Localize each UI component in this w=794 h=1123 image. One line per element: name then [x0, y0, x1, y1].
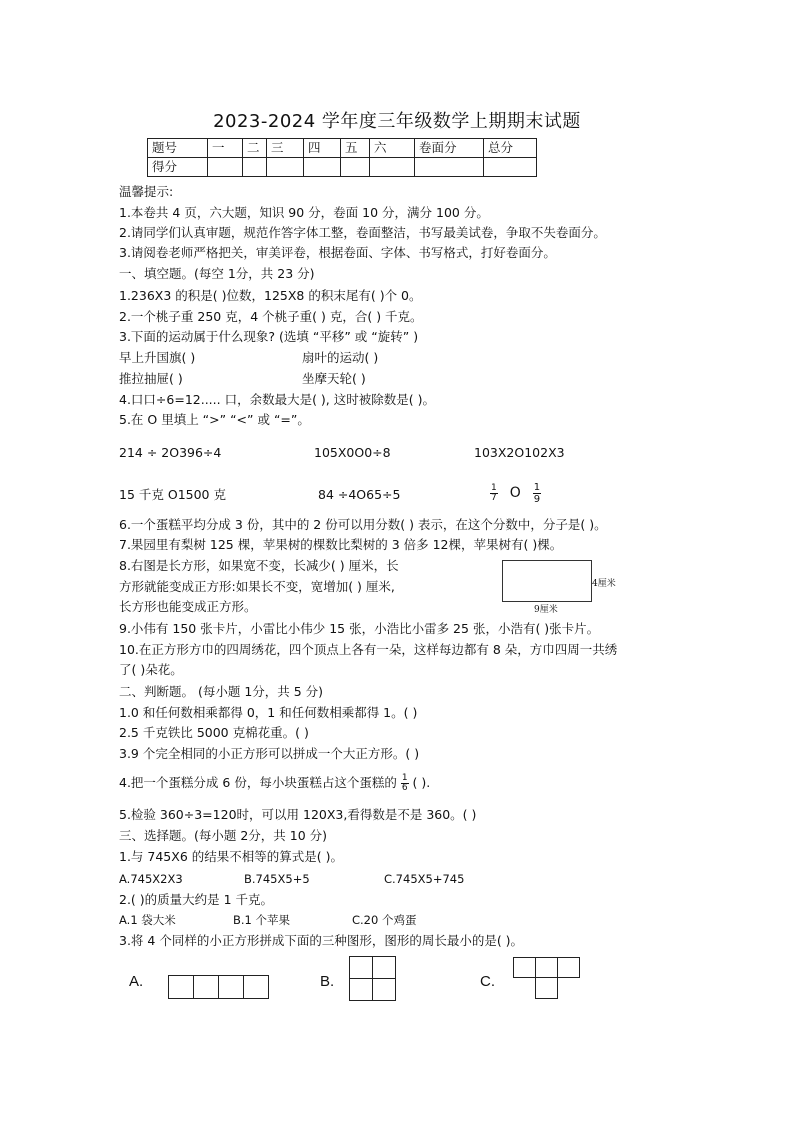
small-square: [557, 957, 580, 978]
score-cell: 六: [370, 139, 415, 158]
rectangle-width-label: 4厘米: [592, 579, 616, 589]
question: 9.小伟有 150 张卡片，小雷比小伟少 15 张，小浩比小雷多 25 张，小浩有( )张卡片。: [119, 621, 600, 636]
compare-item: 105X0O0÷8: [314, 445, 391, 460]
question-part: 推拉抽屉( ): [119, 371, 183, 386]
question: 3.下面的运动属于什么现象? (选填 “平移” 或 “旋转” ): [119, 329, 419, 344]
fraction: $\frac{1}{9}$: [533, 482, 541, 505]
question: 了( )朵花。: [119, 662, 183, 677]
rectangle-length-label: 9厘米: [534, 605, 558, 615]
question: 8.右图是长方形，如果宽不变，长减少( ) 厘米，长: [119, 558, 399, 573]
fraction: $\frac{1}{6}$: [401, 773, 408, 793]
question-text: ( ).: [412, 775, 431, 790]
small-square: [535, 977, 558, 999]
option: B.745X5+5: [244, 872, 310, 886]
small-square: [372, 956, 396, 979]
question-part: 坐摩天轮( ): [302, 371, 366, 386]
question: 7.果园里有梨树 125 棵，苹果树的棵数比梨树的 3 倍多 12棵，苹果树有( )棵。: [119, 537, 563, 552]
score-cell: 一: [208, 139, 243, 158]
compare-circle: O: [509, 485, 521, 501]
question: 3.9 个完全相同的小正方形可以拼成一个大正方形。( ): [119, 746, 420, 761]
compare-item: 84 ÷4O65÷5: [318, 487, 401, 502]
score-cell: 四: [304, 139, 341, 158]
exam-title: 2023-2024 学年度三年级数学上期期末试题: [213, 111, 581, 132]
question: 3.将 4 个同样的小正方形拼成下面的三种图形，图形的周长最小的是( )。: [119, 933, 524, 948]
score-input-cell[interactable]: [415, 158, 484, 177]
section-heading: 二、判断题。 (每小题 1分，共 5 分): [119, 684, 324, 699]
option: C.20 个鸡蛋: [352, 913, 417, 927]
score-cell: 二: [243, 139, 267, 158]
score-cell: 得分: [148, 158, 208, 177]
score-input-cell[interactable]: [267, 158, 304, 177]
small-square: [168, 975, 194, 999]
option-label-c: C.: [480, 973, 495, 990]
question: 1.236X3 的积是( )位数，125X8 的积末尾有( )个 0。: [119, 288, 422, 303]
score-cell: 总分: [484, 139, 537, 158]
question: 2.一个桃子重 250 克，4 个桃子重( ) 克，合( ) 千克。: [119, 309, 423, 324]
score-input-cell[interactable]: [208, 158, 243, 177]
section-heading: 一、填空题。(每空 1分，共 23 分): [119, 266, 315, 281]
question: 2.5 千克铁比 5000 克棉花重。( ): [119, 725, 309, 740]
rectangle-figure: [502, 560, 592, 602]
score-cell: 卷面分: [415, 139, 484, 158]
score-input-cell[interactable]: [304, 158, 341, 177]
question: 4.口口÷6=12..... 口，余数最大是( ), 这时被除数是( )。: [119, 392, 435, 407]
question-part: 扇叶的运动( ): [302, 350, 379, 365]
small-square: [513, 957, 536, 978]
score-table-header-row: [148, 139, 537, 158]
score-cell: 三: [267, 139, 304, 158]
small-square: [243, 975, 269, 999]
score-input-cell[interactable]: [341, 158, 370, 177]
question: 长方形也能变成正方形。: [119, 599, 257, 614]
question: 6.一个蛋糕平均分成 3 份，其中的 2 份可以用分数( ) 表示，在这个分数中，分子是( )。: [119, 517, 607, 532]
fraction: $\frac{1}{7}$: [491, 483, 497, 503]
score-cell: 五: [341, 139, 370, 158]
question: 10.在正方形方巾的四周绣花，四个顶点上各有一朵，这样每边都有 8 朵，方巾四周一共绣: [119, 642, 618, 657]
question: 方形就能变成正方形:如果长不变，宽增加( ) 厘米,: [119, 579, 395, 594]
option-label-b: B.: [320, 973, 335, 990]
score-input-cell[interactable]: [370, 158, 415, 177]
tip-item: 1.本卷共 4 页，六大题，知识 90 分，卷面 10 分，满分 100 分。: [119, 205, 489, 220]
fraction-compare: [490, 478, 541, 508]
tip-item: 3.请阅卷老师严格把关，审美评卷，根据卷面、字体、书写格式，打好卷面分。: [119, 245, 556, 260]
small-square: [349, 956, 373, 979]
score-input-cell[interactable]: [484, 158, 537, 177]
option: C.745X5+745: [384, 872, 465, 886]
section-heading: 三、选择题。(每小题 2分，共 10 分): [119, 828, 328, 843]
question-text: 4.把一个蛋糕分成 6 份，每小块蛋糕占这个蛋糕的: [119, 775, 397, 790]
score-table: [147, 138, 537, 177]
question: 1.与 745X6 的结果不相等的算式是( )。: [119, 849, 343, 864]
small-square: [218, 975, 244, 999]
question: [119, 772, 430, 794]
compare-item: 15 千克 O1500 克: [119, 487, 226, 502]
option: A.1 袋大米: [119, 913, 176, 927]
question: 5.在 O 里填上 “>” “<” 或 “=”。: [119, 412, 310, 427]
score-cell: 题号: [148, 139, 208, 158]
tips-heading: 温馨提示:: [119, 184, 174, 199]
small-square: [193, 975, 219, 999]
question: 1.0 和任何数相乘都得 0，1 和任何数相乘都得 1。( ): [119, 705, 418, 720]
score-input-cell[interactable]: [243, 158, 267, 177]
question: 2.( )的质量大约是 1 千克。: [119, 892, 274, 907]
option: A.745X2X3: [119, 872, 183, 886]
small-square: [349, 978, 373, 1001]
small-square: [372, 978, 396, 1001]
compare-item: 214 ÷ 2O396÷4: [119, 445, 222, 460]
score-table-score-row: [148, 158, 537, 177]
question-part: 早上升国旗( ): [119, 350, 196, 365]
small-square: [535, 957, 558, 978]
compare-item: 103X2O102X3: [474, 445, 565, 460]
option-label-a: A.: [129, 973, 144, 990]
tip-item: 2.请同学们认真审题，规范作答字体工整，卷面整洁，书写最美试卷，争取不失卷面分。: [119, 225, 606, 240]
option: B.1 个苹果: [233, 913, 291, 927]
question: 5.检验 360÷3=120时，可以用 120X3,看得数是不是 360。( ): [119, 807, 477, 822]
